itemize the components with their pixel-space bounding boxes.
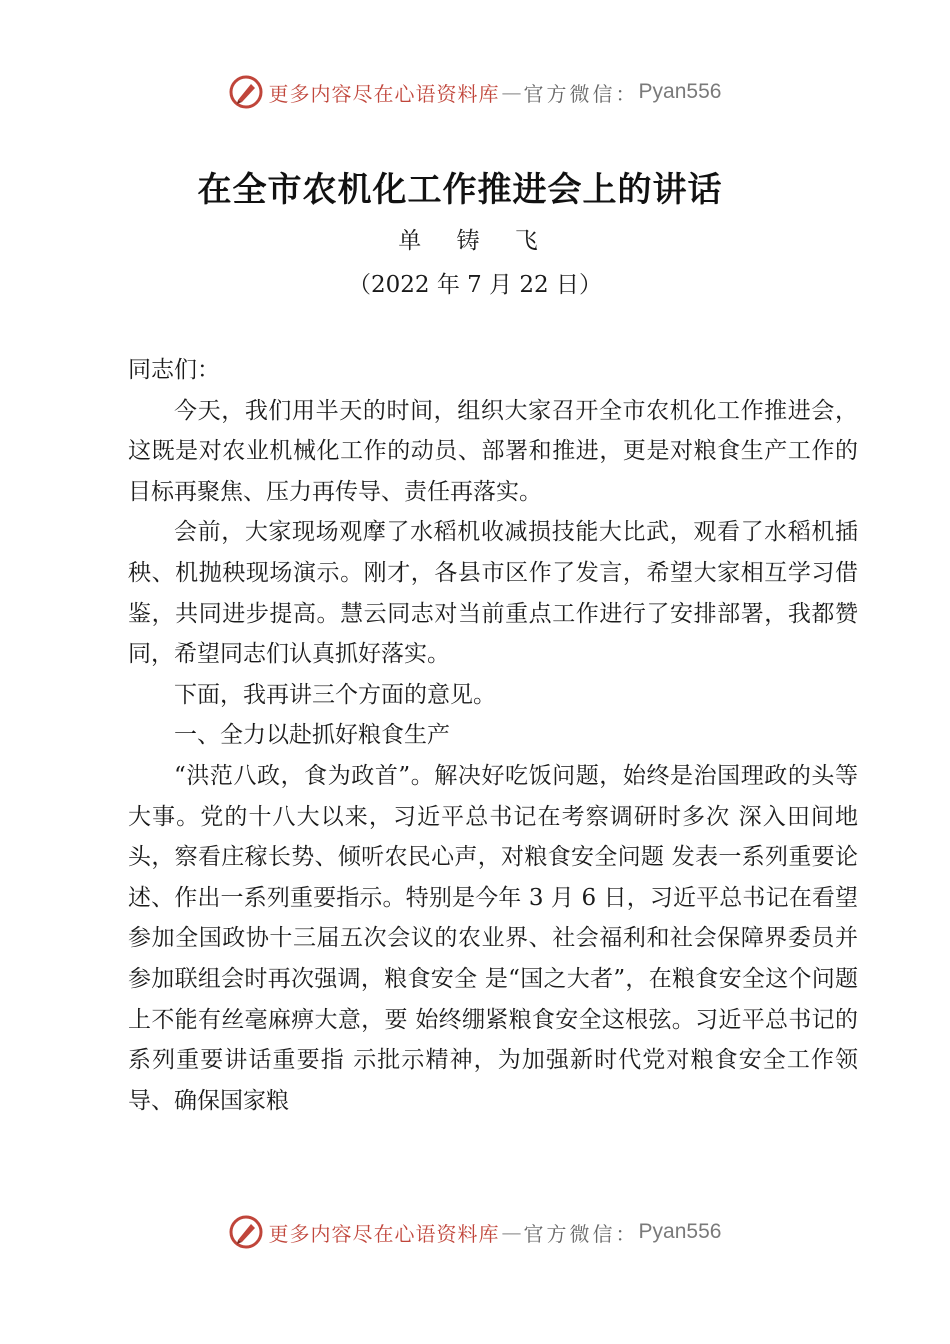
paragraph: “洪范八政，食为政首”。解决好吃饭问题，始终是治国理政的头等大事。党的十八大以来，习近平总书记在考察调研时多次 深入田间地头，察看庄稼长势、倾听农民心声，对粮食安全问题 发表一系列重要论述、作出一系列重要指示。特别是今年 3 月 6 日，习近平总书记在看望参加全国政协十三届五次会议的农业界、社会福利和社会保障界委员并参加联组会时再次强调，粮食安全 是“国之大者”，在粮食安全这个问题上不能有丝毫麻痹大意，要 始终绷紧粮食安全这根弦。习近平总书记的系列重要讲话重要指 示批示精神，为加强新时代党对粮食安全工作领导、确保国家粮 (128, 762, 858, 1114)
watermark-dash: — (501, 80, 522, 104)
pen-logo-icon (229, 75, 263, 109)
watermark-footer (0, 1212, 950, 1252)
paragraph: 今天，我们用半天的时间，组织大家召开全市农机化工作推进会，这既是对农业机械化工作的动员、部署和推进，更是对粮食生产工作的目标再聚焦、压力再传导、责任再落实。 (128, 397, 858, 505)
watermark-official-label: 官方微信： (523, 81, 639, 106)
pen-logo-icon (229, 1215, 263, 1249)
document-body (128, 350, 858, 1121)
salutation: 同志们： (128, 357, 220, 383)
section-heading: 一、全力以赴抓好粮食生产 (174, 722, 450, 749)
watermark-brand: 更多内容尽在心语资料库 (268, 81, 500, 106)
document-title: 在全市农机化工作推进会上的讲话 (197, 170, 723, 210)
watermark-wechat-id: Pyan556 (638, 1220, 722, 1243)
watermark-official-label: 官方微信： (523, 1221, 639, 1246)
paragraph: 会前，大家现场观摩了水稻机收减损技能大比武，观看了水稻机插秧、机抛秧现场演示。刚才，各县市区作了发言，希望大家相互学习借鉴，共同进步提高。慧云同志对当前重点工作进行了安排部署，我都赞同，希望同志们认真抓好落实。 (128, 519, 858, 668)
document-date: （2022 年 7 月 22 日） (348, 272, 602, 298)
watermark-wechat-id: Pyan556 (638, 80, 722, 103)
watermark-dash: — (501, 1220, 522, 1244)
document-author: 单 铸 飞 (398, 228, 552, 254)
paragraph: 下面，我再讲三个方面的意见。 (174, 681, 496, 708)
watermark-header (0, 72, 950, 112)
watermark-brand: 更多内容尽在心语资料库 (268, 1221, 500, 1246)
